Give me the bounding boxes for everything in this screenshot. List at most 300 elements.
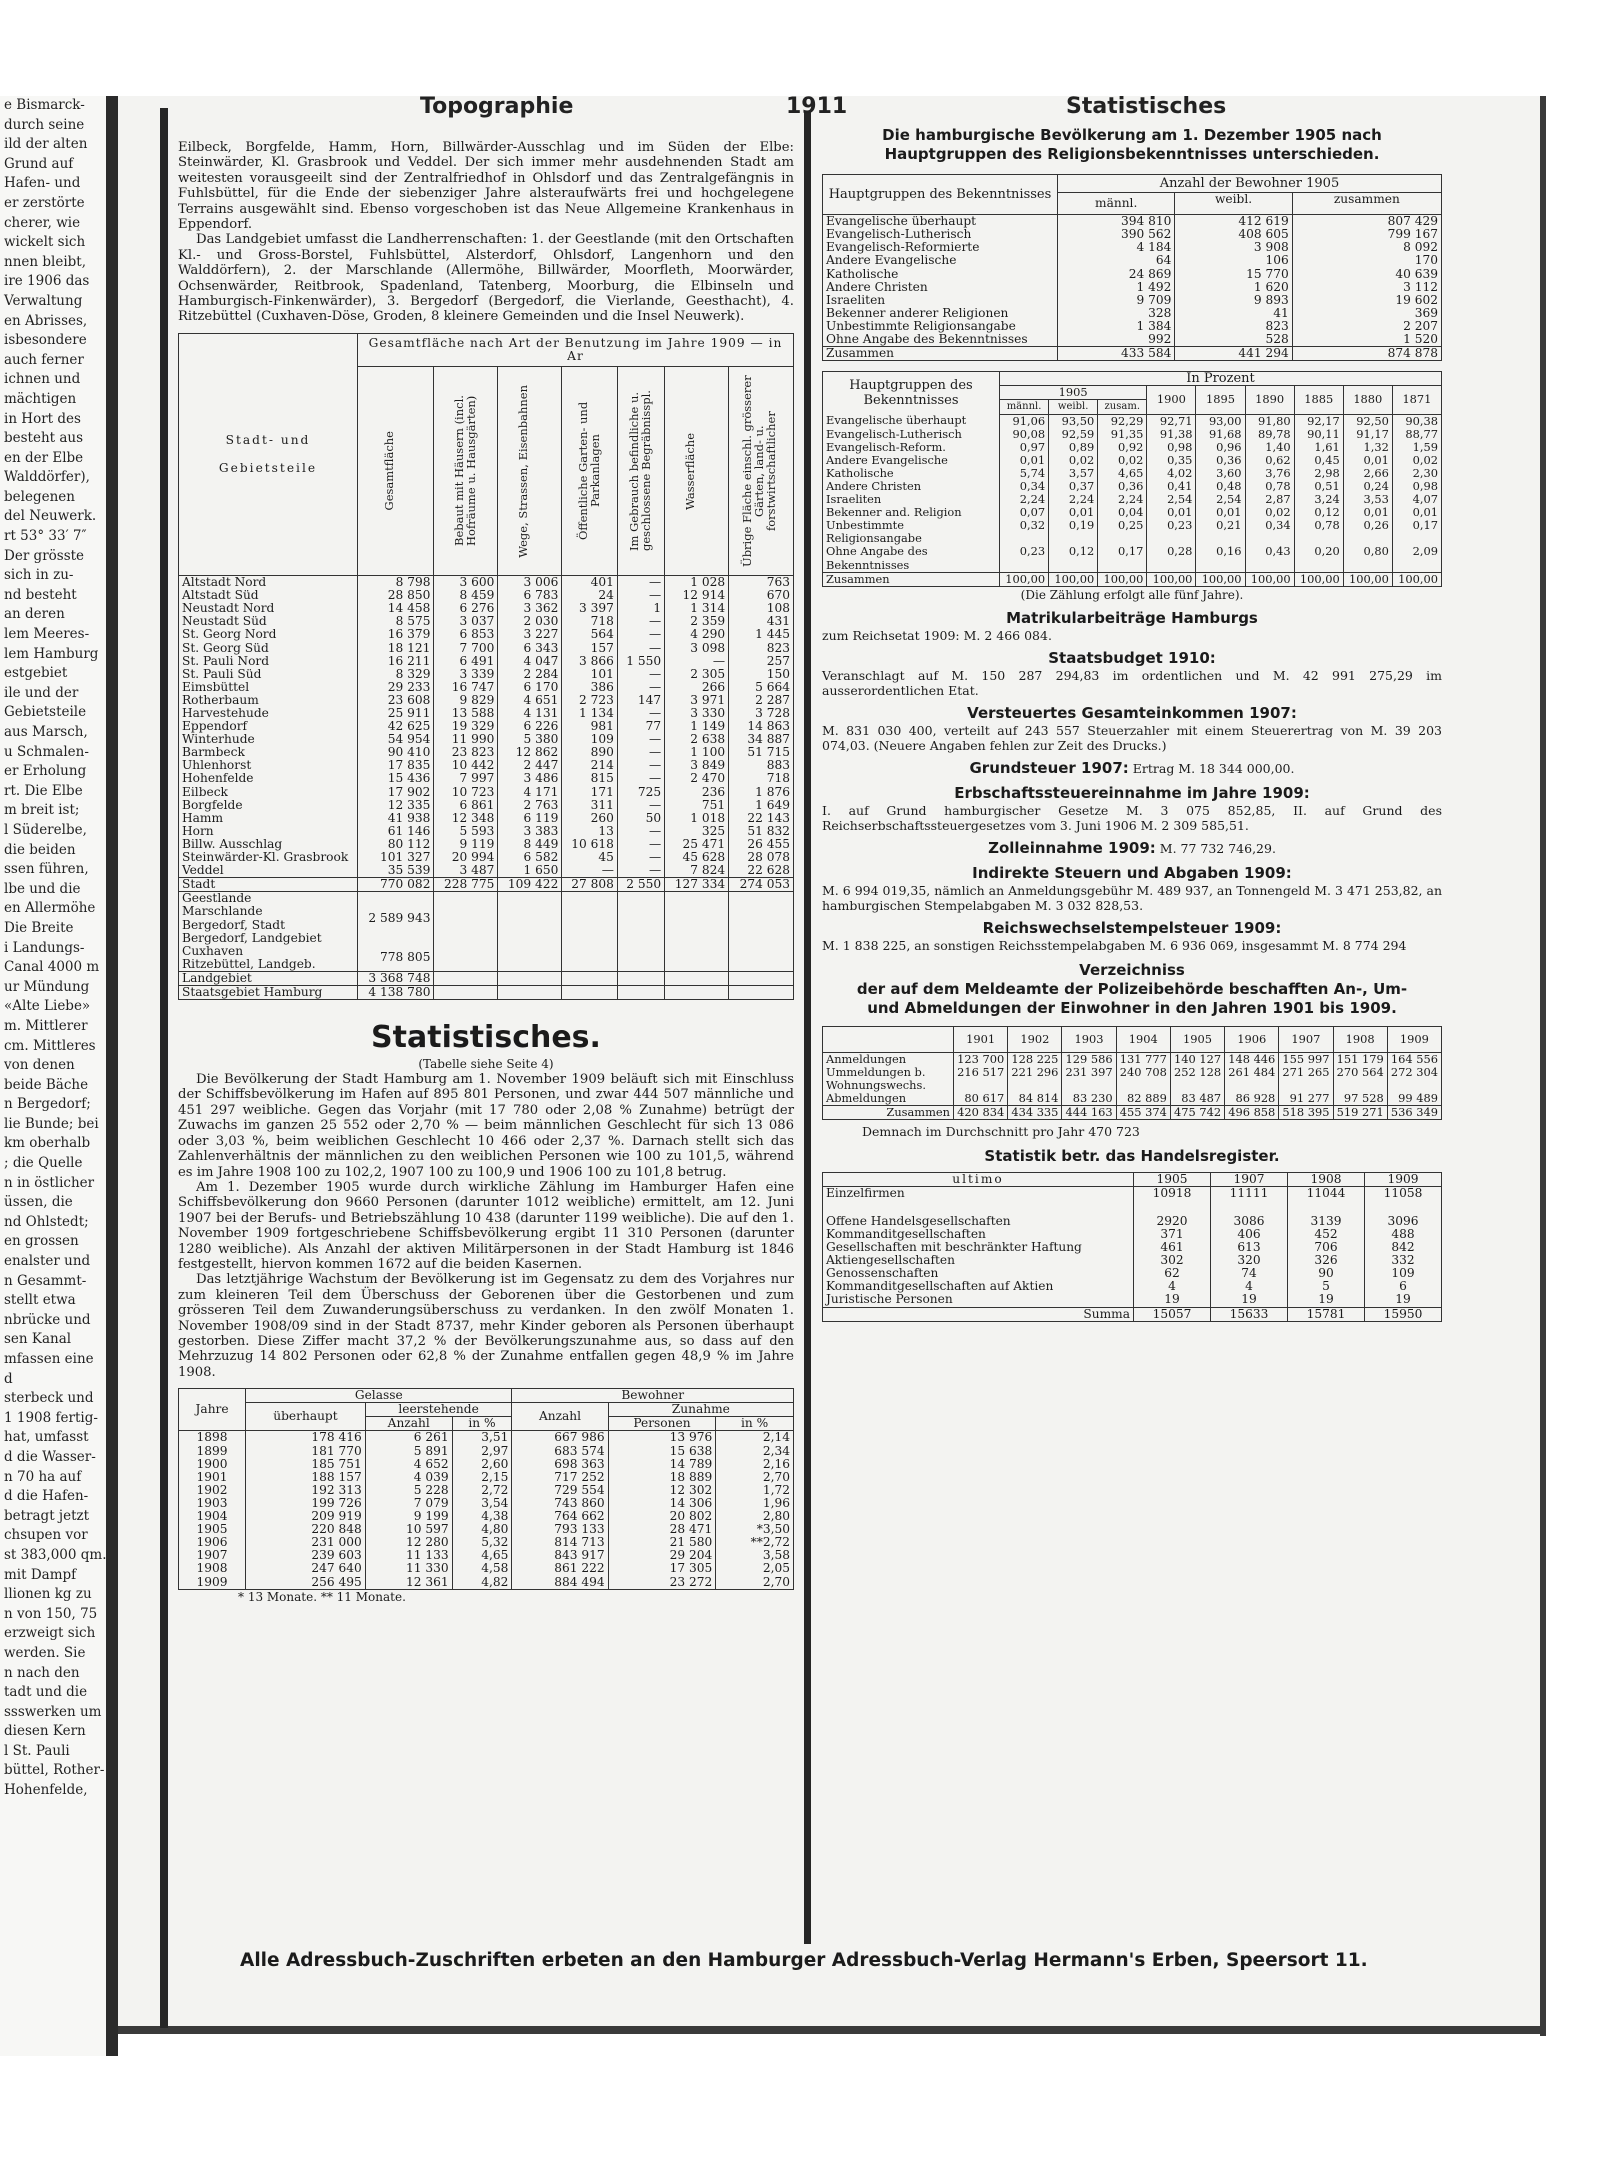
- land-names: [179, 892, 358, 945]
- binding-text-fragment: km oberhalb: [4, 1135, 91, 1152]
- row-label: Abmeldungen: [826, 1091, 907, 1106]
- binding-text-fragment: e Bismarck-: [4, 97, 85, 113]
- land-name: Geestlande: [182, 891, 252, 906]
- row-label: St. Pauli Nord: [182, 653, 270, 668]
- handel-year-header: 1907: [1211, 1173, 1288, 1187]
- table-cell: 3 908: [1175, 241, 1292, 254]
- table-cell: 6 343: [498, 642, 562, 655]
- table-cell: —: [617, 668, 664, 681]
- statistisches-title: Statistisches.: [371, 1020, 601, 1056]
- table-cell: 8 798: [358, 576, 434, 590]
- table-cell: 40 639: [1292, 268, 1441, 281]
- table-cell: 24 869: [1058, 268, 1175, 281]
- table-cell: 266: [665, 681, 729, 694]
- table-cell: 0,25: [1098, 519, 1147, 545]
- table-cell: 34 887: [729, 733, 794, 746]
- table-cell: 9 199: [365, 1510, 452, 1523]
- table-cell: 240 708: [1116, 1066, 1170, 1092]
- table-row: [179, 576, 794, 590]
- table-cell: 434 335: [1008, 1106, 1062, 1120]
- row-label: Zusammen: [886, 1105, 950, 1120]
- table-cell: 2 207: [1292, 320, 1441, 333]
- table-cell: 2,30: [1392, 467, 1441, 480]
- table-cell: 90: [1288, 1267, 1365, 1280]
- table-cell: 45 628: [665, 851, 729, 864]
- table-cell: 91,80: [1245, 414, 1294, 428]
- row-label: Eppendorf: [182, 719, 248, 734]
- table-cell: 3086: [1211, 1215, 1288, 1228]
- binding-text-fragment: nnen bleibt,: [4, 253, 86, 270]
- table-cell: 2 723: [562, 694, 618, 707]
- area-column-header: [617, 367, 664, 576]
- table-cell: 100,00: [1098, 572, 1147, 586]
- empty-cell: [434, 985, 498, 999]
- table-cell: 148 446: [1225, 1052, 1279, 1066]
- table-cell: 2,24: [1049, 493, 1098, 506]
- table-cell: 9 709: [1058, 294, 1175, 307]
- row-label: Uhlenhorst: [182, 758, 252, 773]
- melde-year-header: 1901: [954, 1026, 1008, 1052]
- table-cell: 455 374: [1116, 1106, 1170, 1120]
- finance-inline: [822, 759, 1442, 778]
- table-cell: 92,71: [1147, 414, 1196, 428]
- table-cell: 9 829: [434, 694, 498, 707]
- table-cell: 2,05: [716, 1562, 794, 1575]
- table-cell: 188 157: [246, 1471, 366, 1484]
- table-cell: 0,01: [1049, 506, 1098, 519]
- binding-text-fragment: nd Ohlstedt;: [4, 1213, 89, 1230]
- table-cell: 0,23: [1147, 519, 1196, 545]
- table-cell: 88,77: [1392, 428, 1441, 441]
- percent-sub-header: zusam.: [1098, 400, 1147, 414]
- percent-year-header: 1895: [1196, 386, 1245, 414]
- table-cell: 15781: [1288, 1307, 1365, 1321]
- table-cell: 2,66: [1343, 467, 1392, 480]
- table-cell: 0,19: [1049, 519, 1098, 545]
- melde-year-header: 1902: [1008, 1026, 1062, 1052]
- table-cell: 7 997: [434, 772, 498, 785]
- binding-text-fragment: sen Kanal: [4, 1331, 72, 1348]
- empty-cell: [617, 892, 664, 945]
- empty-cell: [665, 985, 729, 999]
- table-cell: 0,32: [1000, 519, 1049, 545]
- statistisches-paragraph-2: Am 1. Dezember 1905 wurde durch wirkliche Zählung im Hamburger Hafen eine Schiffsbevölkerung don 9660 Personen (darunter 1012 weibliche) ermittelt, am 12. Juni 1907 bei der Berufs- und Betriebszählung 10 438 (darunter 1199 weibliche). Die auf den 1. November 1909 fortgeschriebene Schiffsbevölkerung ergibt 11 310 Personen (darunter 1280 weibliche). Als Anzahl der aktiven Militärpersonen in der Stadt Hamburg ist 1846 festgestellt, hiervon kommen 1672 auf die beiden Kasernen.: [178, 1179, 794, 1272]
- area-stub-header: Stadt- und Gebietsteile: [218, 433, 318, 476]
- table-cell: 14 306: [608, 1497, 716, 1510]
- binding-text-fragment: «Alte Liebe»: [4, 998, 91, 1015]
- finance-text: zum Reichsetat 1909: M. 2 466 084.: [822, 627, 1052, 643]
- table-cell: 15 638: [608, 1445, 716, 1458]
- table-cell: 1 876: [729, 786, 794, 799]
- table-row: [179, 1431, 794, 1445]
- table-cell: 717 252: [512, 1471, 608, 1484]
- table-cell: 91,06: [1000, 414, 1049, 428]
- table-cell: 64: [1058, 254, 1175, 267]
- table-cell: 2 287: [729, 694, 794, 707]
- table-cell: 326: [1288, 1254, 1365, 1267]
- table-cell: 1 650: [498, 864, 562, 878]
- table-cell: 14 458: [358, 602, 434, 615]
- row-label: Altstadt Nord: [182, 575, 267, 590]
- table-cell: 2 470: [665, 772, 729, 785]
- binding-text-fragment: u Schmalen-: [4, 743, 89, 760]
- binding-text-fragment: tadt und die: [4, 1684, 88, 1701]
- table-cell: 42 625: [358, 720, 434, 733]
- table-row: [179, 655, 794, 668]
- table-cell: 109: [1365, 1267, 1442, 1280]
- table-cell: 564: [562, 628, 618, 641]
- table-cell: 11044: [1288, 1187, 1365, 1215]
- row-label: Aktiengesellschaften: [826, 1253, 955, 1268]
- table-cell: 0,92: [1098, 441, 1147, 454]
- binding-text-fragment: n in östlicher: [4, 1174, 95, 1191]
- table-cell: 2 447: [498, 759, 562, 772]
- table-cell: 0,21: [1196, 519, 1245, 545]
- binding-text-fragment: erzweigt sich: [4, 1625, 96, 1642]
- area-group-header: Gesamtfläche nach Art der Benutzung im Jahre 1909 — in Ar: [358, 333, 794, 366]
- table-cell: 823: [729, 642, 794, 655]
- area-table: [178, 333, 794, 1000]
- table-cell: —: [617, 772, 664, 785]
- binding-text-fragment: Canal 4000 m: [4, 959, 100, 976]
- table-row: [823, 268, 1442, 281]
- table-cell: 6 783: [498, 589, 562, 602]
- binding-text-fragment: st 383,000 qm.: [4, 1546, 107, 1563]
- table-cell: 236: [665, 786, 729, 799]
- land-value: 2 589 943: [358, 892, 434, 945]
- binding-text-fragment: er zerstörte: [4, 194, 85, 211]
- binding-text-fragment: del Neuwerk.: [4, 508, 97, 525]
- table-cell: 3,24: [1294, 493, 1343, 506]
- empty-cell: [434, 971, 498, 985]
- table-cell: 12 335: [358, 799, 434, 812]
- table-cell: 764 662: [512, 1510, 608, 1523]
- row-label: Evangelische überhaupt: [826, 214, 977, 229]
- table-cell: 252 128: [1170, 1066, 1224, 1092]
- table-cell: 100,00: [1343, 572, 1392, 586]
- table-cell: 3,51: [452, 1431, 512, 1445]
- table-cell: 20 802: [608, 1510, 716, 1523]
- percent-year-header: 1880: [1343, 386, 1392, 414]
- table-cell: 106: [1175, 254, 1292, 267]
- table-row: [179, 1484, 794, 1497]
- table-cell: 725: [617, 786, 664, 799]
- table-cell: 3,53: [1343, 493, 1392, 506]
- table-cell: 12 914: [665, 589, 729, 602]
- table-cell: —: [617, 576, 664, 590]
- table-cell: 874 878: [1292, 347, 1441, 361]
- binding-margin: [0, 96, 118, 2056]
- row-label: Steinwärder-Kl. Grasbrook: [182, 850, 349, 865]
- table-cell: 0,07: [1000, 506, 1049, 519]
- table-cell: 0,62: [1245, 454, 1294, 467]
- row-label: Evangelisch-Reformierte: [826, 240, 980, 255]
- table-cell: 2,24: [1098, 493, 1147, 506]
- table-cell: 0,01: [1343, 506, 1392, 519]
- table-cell: 670: [729, 589, 794, 602]
- table-cell: 4 047: [498, 655, 562, 668]
- table-cell: 199 726: [246, 1497, 366, 1510]
- table-cell: 2920: [1134, 1215, 1211, 1228]
- page-edge-bottom: [118, 2026, 1544, 2034]
- table-cell: 19: [1134, 1293, 1211, 1307]
- table-cell: 743 860: [512, 1497, 608, 1510]
- binding-text-fragment: in Hort des: [4, 410, 81, 427]
- table-cell: 256 495: [246, 1576, 366, 1590]
- table-cell: 883: [729, 759, 794, 772]
- table-row: [179, 628, 794, 641]
- table-cell: 843 917: [512, 1549, 608, 1562]
- table-cell: 28 850: [358, 589, 434, 602]
- table-cell: 140 127: [1170, 1052, 1224, 1066]
- table-row: [179, 1562, 794, 1575]
- religion-head-groups: Hauptgruppen des Bekenntnisses: [828, 187, 1052, 203]
- binding-text-fragment: lie Bunde; bei: [4, 1115, 99, 1132]
- table-cell: 90,11: [1294, 428, 1343, 441]
- land-names: [179, 945, 358, 972]
- binding-text-fragment: cm. Mittleres: [4, 1037, 96, 1054]
- table-cell: 2,87: [1245, 493, 1294, 506]
- percent-year-header: 1900: [1147, 386, 1196, 414]
- gelasse-head-gelasse: Gelasse: [246, 1389, 512, 1403]
- handel-total-row: [823, 1307, 1442, 1321]
- table-cell: 369: [1292, 307, 1441, 320]
- binding-text-fragment: Hohenfelde,: [4, 1782, 88, 1799]
- area-column-header-text: Wege, Strassen, Eisenbahnen: [515, 384, 530, 558]
- table-cell: 431: [729, 615, 794, 628]
- table-cell: 8 449: [498, 838, 562, 851]
- table-cell: 1 018: [665, 812, 729, 825]
- table-cell: 128 225: [1008, 1052, 1062, 1066]
- binding-text-fragment: sterbeck und: [4, 1390, 94, 1407]
- area-column-header: [562, 367, 618, 576]
- table-cell: 444 163: [1062, 1106, 1116, 1120]
- table-cell: 14 863: [729, 720, 794, 733]
- binding-text-fragment: nd besteht: [4, 586, 77, 603]
- table-cell: 62: [1134, 1267, 1211, 1280]
- row-label: Evangelisch-Lutherisch: [826, 426, 962, 441]
- table-cell: 221 296: [1008, 1066, 1062, 1092]
- empty-cell: [665, 971, 729, 985]
- finance-title: Versteuertes Gesamteinkommen 1907:: [967, 703, 1297, 722]
- table-cell: *3,50: [716, 1523, 794, 1536]
- binding-text-fragment: m. Mittlerer: [4, 1017, 88, 1034]
- row-label: Ummeldungen b. Wohnungswechs.: [826, 1064, 926, 1092]
- table-row: [179, 668, 794, 681]
- table-cell: 22 628: [729, 864, 794, 878]
- binding-text-fragment: hat, umfasst: [4, 1429, 89, 1446]
- table-cell: 13 976: [608, 1431, 716, 1445]
- empty-cell: [729, 985, 794, 999]
- gelasse-head-pct-leer: in %: [452, 1417, 512, 1431]
- statistisches-subtitle: (Tabelle siehe Seite 4): [418, 1057, 554, 1072]
- finance-text: M. 831 030 400, verteilt auf 243 557 Steuerzahler mit einem Steuerertrag von M. 39 203 074,03. (Neuere Angaben fehlen zur Zeit des Drucks.): [822, 722, 1442, 753]
- table-cell: 12 361: [365, 1576, 452, 1590]
- row-label: 1901: [196, 1469, 228, 1484]
- table-cell: 4,38: [452, 1510, 512, 1523]
- gelasse-head-anzahl: Anzahl: [512, 1403, 608, 1431]
- table-cell: 0,96: [1196, 441, 1245, 454]
- table-row: [179, 642, 794, 655]
- binding-text-fragment: d die Hafen-: [4, 1488, 89, 1505]
- percent-head-groups: Hauptgruppen des Bekenntnisses: [849, 378, 973, 409]
- table-cell: 17 305: [608, 1562, 716, 1575]
- table-cell: —: [617, 707, 664, 720]
- binding-text-fragment: ssen führen,: [4, 861, 89, 878]
- table-cell: 147: [617, 694, 664, 707]
- table-cell: 729 554: [512, 1484, 608, 1497]
- table-cell: 91,35: [1098, 428, 1147, 441]
- table-cell: 0,43: [1245, 545, 1294, 572]
- gelasse-head-zunahme: Zunahme: [608, 1403, 793, 1417]
- table-cell: —: [617, 864, 664, 878]
- table-cell: 19 329: [434, 720, 498, 733]
- row-label: Winterhude: [182, 732, 255, 747]
- table-cell: 2,16: [716, 1458, 794, 1471]
- row-label: Horn: [182, 823, 214, 838]
- table-cell: 13: [562, 825, 618, 838]
- table-row: [823, 294, 1442, 307]
- binding-text-fragment: wickelt sich: [4, 234, 86, 251]
- table-cell: 799 167: [1292, 228, 1441, 241]
- table-cell: 0,04: [1098, 506, 1147, 519]
- table-cell: 5 891: [365, 1445, 452, 1458]
- finance-title: Staatsbudget 1910:: [1048, 648, 1216, 667]
- melde-year-header: 1909: [1387, 1026, 1441, 1052]
- table-cell: 1 314: [665, 602, 729, 615]
- table-row: [823, 307, 1442, 320]
- table-cell: 6 226: [498, 720, 562, 733]
- table-cell: 41 938: [358, 812, 434, 825]
- finance-text: Veranschlagt auf M. 150 287 294,83 im ordentlichen und M. 42 991 275,29 im ausserordentlichen Etat.: [822, 667, 1442, 698]
- table-cell: 1 649: [729, 799, 794, 812]
- table-cell: 77: [617, 720, 664, 733]
- area-total-row: [179, 878, 794, 892]
- table-cell: 90,38: [1392, 414, 1441, 428]
- table-cell: 100,00: [1245, 572, 1294, 586]
- table-cell: 2 550: [617, 878, 664, 892]
- row-label: Evangelisch-Lutherisch: [826, 227, 972, 242]
- row-label: Andere Christen: [826, 478, 922, 493]
- row-label: 1900: [196, 1456, 228, 1471]
- binding-text-fragment: auch ferner: [4, 351, 84, 368]
- table-cell: 84 814: [1008, 1092, 1062, 1106]
- table-cell: 272 304: [1387, 1066, 1441, 1092]
- table-cell: 0,97: [1000, 441, 1049, 454]
- table-cell: 91,68: [1196, 428, 1245, 441]
- table-cell: —: [617, 628, 664, 641]
- table-cell: 519 271: [1333, 1106, 1387, 1120]
- table-cell: 192 313: [246, 1484, 366, 1497]
- table-cell: 613: [1211, 1241, 1288, 1254]
- binding-text-fragment: en Abrisses,: [4, 312, 88, 329]
- table-cell: 0,36: [1196, 454, 1245, 467]
- table-cell: 2,24: [1000, 493, 1049, 506]
- table-cell: 0,12: [1294, 506, 1343, 519]
- table-row: [823, 519, 1442, 545]
- table-cell: 23 608: [358, 694, 434, 707]
- table-cell: 6 170: [498, 681, 562, 694]
- table-cell: 1 492: [1058, 281, 1175, 294]
- table-cell: —: [617, 838, 664, 851]
- table-cell: 1 550: [617, 655, 664, 668]
- binding-text-fragment: ; die Quelle: [4, 1155, 83, 1172]
- landgebiet-row: [179, 971, 794, 985]
- melde-year-header: 1906: [1225, 1026, 1279, 1052]
- religion-total-row: [823, 347, 1442, 361]
- binding-text-fragment: büttel, Rother-: [4, 1762, 105, 1779]
- table-cell: 26 455: [729, 838, 794, 851]
- finance-title: Reichswechselstempelsteuer 1909:: [982, 918, 1282, 937]
- table-cell: 718: [729, 772, 794, 785]
- table-cell: 100,00: [1000, 572, 1049, 586]
- table-row: [179, 681, 794, 694]
- table-cell: 441 294: [1175, 347, 1292, 361]
- table-cell: 6 861: [434, 799, 498, 812]
- table-cell: 4,65: [1098, 467, 1147, 480]
- table-cell: 61 146: [358, 825, 434, 838]
- table-cell: 683 574: [512, 1445, 608, 1458]
- binding-text-fragment: en der Elbe: [4, 449, 84, 466]
- binding-text-fragment: Walddörfer),: [4, 469, 90, 486]
- table-cell: 108: [729, 602, 794, 615]
- table-cell: —: [617, 759, 664, 772]
- binding-text-fragment: l Süderelbe,: [4, 821, 87, 838]
- table-cell: 11111: [1211, 1187, 1288, 1215]
- table-cell: 5 228: [365, 1484, 452, 1497]
- gelasse-head-pct-zun: in %: [716, 1417, 794, 1431]
- table-cell: 1 620: [1175, 281, 1292, 294]
- binding-text-fragment: i Landungs-: [4, 939, 85, 956]
- table-cell: 0,01: [1196, 506, 1245, 519]
- table-cell: 7 700: [434, 642, 498, 655]
- row-label: Evangelisch-Reform.: [826, 439, 946, 454]
- row-label: Eilbeck: [182, 784, 228, 799]
- handel-table: [822, 1172, 1442, 1321]
- table-cell: 8 575: [358, 615, 434, 628]
- table-cell: 890: [562, 746, 618, 759]
- binding-text-fragment: aus Marsch,: [4, 724, 88, 740]
- row-label: 1899: [196, 1443, 228, 1458]
- handel-year-header: 1909: [1365, 1173, 1442, 1187]
- table-cell: 706: [1288, 1241, 1365, 1254]
- melde-title-2: der auf dem Meldeamte der Polizeibehörde beschafften An-, Um- und Abmeldungen der Einwohner in den Jahren 1901 bis 1909.: [856, 979, 1408, 1017]
- table-cell: 1 384: [1058, 320, 1175, 333]
- table-cell: 1 149: [665, 720, 729, 733]
- table-cell: 2,97: [452, 1445, 512, 1458]
- row-label: Zusammen: [826, 346, 895, 361]
- row-label: Unbestimmte Religionsangabe: [826, 518, 922, 546]
- table-cell: 80 112: [358, 838, 434, 851]
- running-head-right: Statistisches: [1066, 94, 1227, 119]
- table-cell: 4,07: [1392, 493, 1441, 506]
- table-cell: 3,57: [1049, 467, 1098, 480]
- table-cell: —: [617, 746, 664, 759]
- table-cell: 35 539: [358, 864, 434, 878]
- row-label: St. Georg Süd: [182, 640, 269, 655]
- empty-cell: [562, 892, 618, 945]
- row-label: Staatsgebiet Hamburg: [182, 984, 323, 999]
- table-cell: 25 911: [358, 707, 434, 720]
- page-edge-right: [1540, 96, 1546, 2036]
- table-cell: 17 835: [358, 759, 434, 772]
- empty-cell: [617, 985, 664, 999]
- table-cell: —: [617, 642, 664, 655]
- table-cell: 23 272: [608, 1576, 716, 1590]
- table-cell: 181 770: [246, 1445, 366, 1458]
- table-cell: 0,23: [1000, 545, 1049, 572]
- gelasse-head-jahre: Jahre: [195, 1402, 229, 1417]
